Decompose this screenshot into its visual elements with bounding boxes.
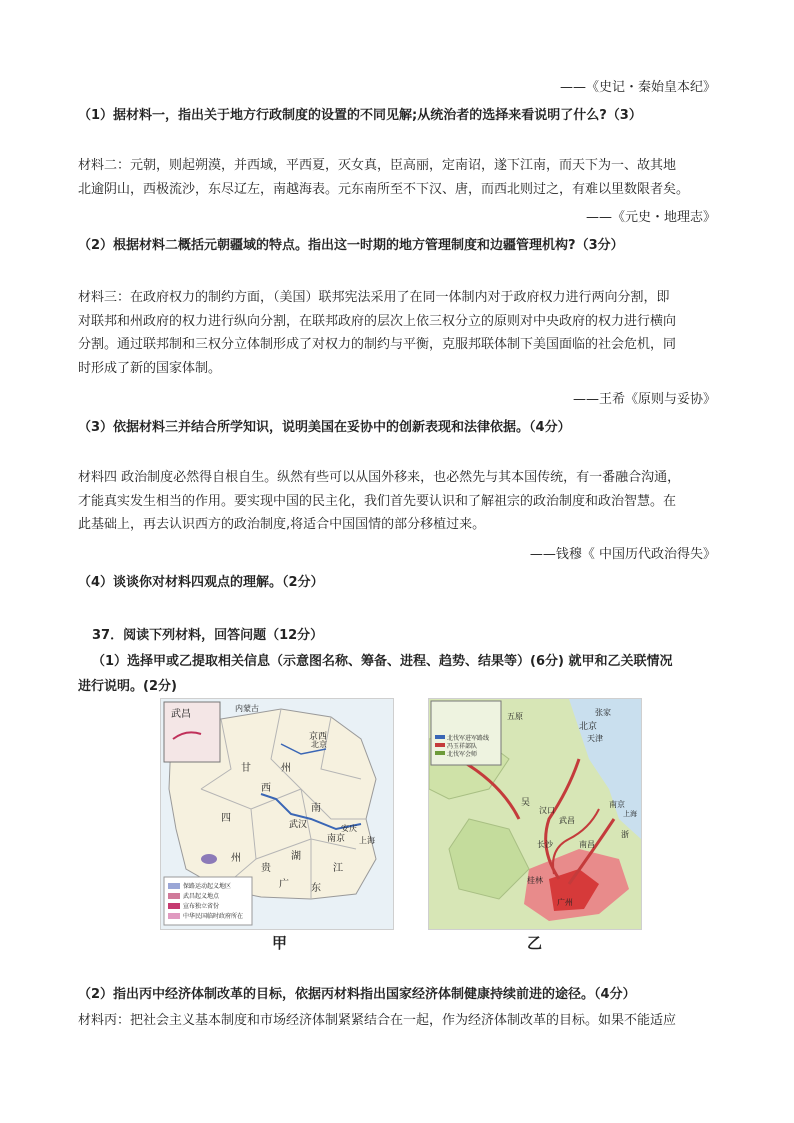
yi-label-zhe: 浙 bbox=[621, 830, 629, 839]
jia-legend-4: 中华民国临时政府所在 bbox=[183, 913, 244, 920]
jia-legend-2: 武昌起义地点 bbox=[183, 893, 220, 900]
q37-question-2: （2）指出丙中经济体制改革的目标，依据丙材料指出国家经济体制健康持续前进的途径。（4分） bbox=[78, 987, 636, 1002]
yi-legend-1: 北伐军进军路线 bbox=[447, 735, 490, 742]
material-2-line: 材料二：元朝，则起朔漠，并西域，平西夏，灭女真，臣高丽，定南诏，遂下江南，而天下为一、故其地 bbox=[78, 158, 677, 173]
material-3-line: 材料三：在政府权力的制约方面，（美国）联邦宪法采用了在同一体制内对于政府权力进行两向分割，即 bbox=[78, 290, 670, 305]
jia-label-shanghai: 上海 bbox=[359, 836, 375, 845]
question-2: （2）根据材料二概括元朝疆域的特点。指出这一时期的地方管理制度和边疆管理机构?（3分） bbox=[78, 238, 624, 253]
yi-label-tianjin: 天津 bbox=[587, 734, 603, 743]
yi-label-zhangjia: 张家 bbox=[595, 708, 611, 717]
map-yi bbox=[428, 698, 642, 930]
yi-legend-3: 北伐军会师 bbox=[447, 751, 478, 758]
jia-label-wuhan: 武汉 bbox=[289, 820, 308, 830]
material-4-line: 此基础上，再去认识西方的政治制度,将适合中国国情的部分移植过来。 bbox=[78, 517, 486, 532]
material-4-line: 才能真实发生相当的作用。要实现中国的民主化，我们首先要认识和了解祖宗的政治制度和政治智慧。在 bbox=[78, 493, 677, 509]
jia-label-zhou2: 州 bbox=[281, 763, 291, 774]
jia-label-guang: 广 bbox=[279, 879, 289, 890]
jia-label-wuchang: 武昌 bbox=[171, 709, 191, 720]
q37-title: 37．阅读下列材料，回答问题（12分） bbox=[92, 628, 324, 643]
material-2-line: 北逾阴山，西极流沙，东尽辽左，南越海表。元东南所至不下汉、唐，而西北则过之，有难以里数限者矣。 bbox=[78, 181, 690, 197]
material-4-line: 材料四 政治制度必然得自根自生。纵然有些可以从国外移来，也必然先与其本国传统，有一番融合沟通， bbox=[78, 470, 681, 485]
jia-label-hu: 湖 bbox=[291, 851, 301, 862]
yi-label-wu: 吴 bbox=[521, 798, 531, 808]
q37-sub1-line1: （1）选择甲或乙提取相关信息（示意图名称、筹备、进程、趋势、结果等）(6分) 就甲和乙关联情况 bbox=[92, 654, 673, 669]
jia-label-dong: 东 bbox=[311, 883, 321, 894]
question-1: （1）据材料一，指出关于地方行政制度的设置的不同见解;从统治者的选择来看说明了什么?（3） bbox=[78, 108, 642, 123]
jia-label-gan: 甘 bbox=[241, 763, 251, 774]
map-jia bbox=[160, 698, 394, 930]
jia-label-xi: 西 bbox=[261, 783, 271, 794]
jia-legend-3: 宣布独立省份 bbox=[183, 903, 220, 910]
jia-label-jiang: 江 bbox=[333, 863, 343, 874]
yi-label-wuyuan: 五原 bbox=[507, 712, 523, 721]
source-1: ——《史记・秦始皇本纪》 bbox=[559, 80, 716, 95]
material-3-line: 分割。通过联邦制和三权分立体制形成了对权力的制约与平衡，克服邦联体制下美国面临的社会危机，同 bbox=[78, 337, 677, 352]
material-3-line: 时形成了新的国家体制。 bbox=[78, 360, 222, 376]
jia-label-beijing: 北京 bbox=[311, 740, 327, 749]
q37-sub1-line2: 进行说明。(2分) bbox=[78, 679, 177, 694]
yi-label-guangzhou: 广州 bbox=[557, 898, 573, 907]
jia-label-anqing: 安庆 bbox=[341, 824, 357, 833]
jia-label-si: 四 bbox=[221, 813, 231, 824]
source-3: ——王希《原则与妥协》 bbox=[572, 392, 716, 407]
jia-label-neimenggu: 内蒙古 bbox=[235, 704, 259, 713]
material-4 bbox=[78, 466, 720, 537]
material-3 bbox=[78, 286, 720, 380]
yi-label-hankou: 汉口 bbox=[539, 806, 555, 815]
jia-label-nan: 南 bbox=[311, 803, 321, 814]
yi-label-nanjing: 南京 bbox=[609, 800, 625, 809]
jia-label-zhou: 州 bbox=[231, 853, 241, 864]
jia-label-nanjing: 南京 bbox=[327, 834, 346, 844]
material-2 bbox=[78, 154, 720, 201]
material-3-line: 对联邦和州政府的权力进行纵向分割，在联邦政府的层次上依三权分立的原则对中央政府的权力进行横向 bbox=[78, 313, 677, 329]
yi-label-beijing: 北京 bbox=[579, 722, 598, 732]
jia-label-gui: 贵 bbox=[261, 863, 271, 874]
yi-legend-2: 冯玉祥部队 bbox=[447, 743, 478, 750]
yi-label-wuchang: 武昌 bbox=[559, 816, 575, 825]
source-2: ——《元史・地理志》 bbox=[585, 210, 716, 225]
jia-label-jingxi: 京西 bbox=[309, 732, 328, 742]
source-4: ——钱穆《 中国历代政治得失》 bbox=[529, 547, 716, 562]
yi-label-shanghai: 上海 bbox=[623, 810, 637, 818]
question-3: （3）依据材料三并结合所学知识，说明美国在妥协中的创新表现和法律依据。（4分） bbox=[78, 420, 571, 435]
q37-material-bing: 材料丙：把社会主义基本制度和市场经济体制紧紧结合在一起，作为经济体制改革的目标。如果不能适应 bbox=[78, 1013, 677, 1028]
yi-label-guilin: 桂林 bbox=[527, 876, 543, 885]
question-4: （4）谈谈你对材料四观点的理解。（2分） bbox=[78, 575, 324, 590]
jia-legend-1: 保路运动起义地区 bbox=[183, 883, 232, 890]
yi-label-nanchang: 南昌 bbox=[579, 840, 595, 849]
map-yi-caption: 乙 bbox=[527, 934, 543, 952]
map-jia-caption: 甲 bbox=[272, 934, 288, 952]
yi-label-changsha: 长沙 bbox=[537, 840, 553, 849]
